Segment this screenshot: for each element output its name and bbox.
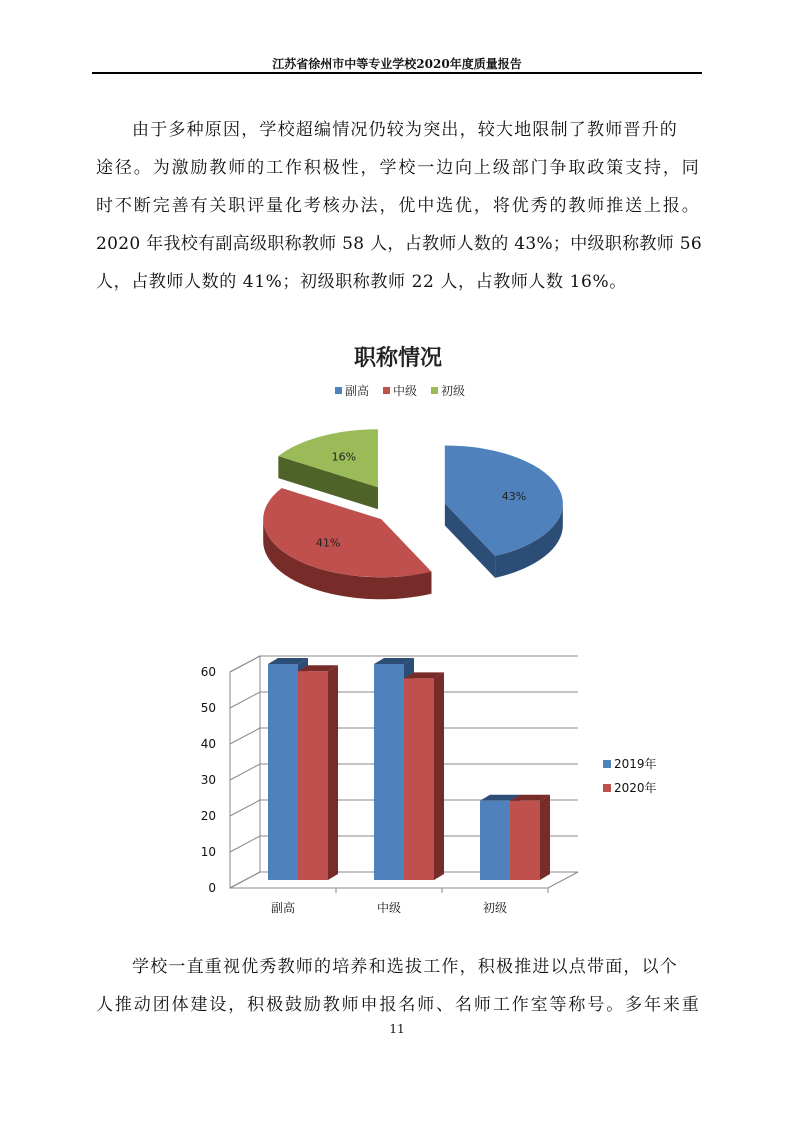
paragraph-line: 时不断完善有关职评量化考核办法，优中选优，将优秀的教师推送上报。 <box>96 196 700 216</box>
legend-label: 初级 <box>441 384 466 398</box>
bar-side <box>328 665 338 880</box>
x-tick-label: 初级 <box>482 901 508 915</box>
legend-swatch <box>335 387 342 394</box>
pie-data-label: 16% <box>331 450 357 464</box>
legend-label: 副高 <box>345 384 370 398</box>
bar <box>268 664 298 880</box>
page-number: 11 <box>389 1022 405 1036</box>
bar-chart <box>0 650 794 920</box>
legend-swatch <box>383 387 390 394</box>
y-tick-label: 30 <box>200 773 216 787</box>
pie-title: 职称情况 <box>353 346 443 371</box>
paragraph-line: 由于多种原因，学校超编情况仍较为突出，较大地限制了教师晋升的 <box>132 120 678 140</box>
bar-side <box>540 795 550 880</box>
bar <box>404 678 434 880</box>
pie-chart <box>0 330 794 650</box>
legend-swatch <box>603 784 611 792</box>
bar <box>374 664 404 880</box>
y-tick-label: 10 <box>200 845 216 859</box>
legend-label: 中级 <box>393 384 418 398</box>
legend-label: 2020年 <box>614 781 657 795</box>
bar-side <box>434 672 444 880</box>
legend-swatch <box>603 760 611 768</box>
header-rule <box>92 72 702 74</box>
paragraph-line: 途径。为激励教师的工作积极性，学校一边向上级部门争取政策支持，同 <box>96 158 700 178</box>
pie-data-label: 43% <box>501 489 527 503</box>
page-header: 江苏省徐州市中等专业学校2020年度质量报告 <box>272 57 522 71</box>
paragraph-line: 人推动团体建设，积极鼓励教师申报名师、名师工作室等称号。多年来重 <box>96 995 700 1015</box>
paragraph-line: 2020 年我校有副高级职称教师 58 人，占教师人数的 43%；中级职称教师 56 <box>96 234 702 254</box>
y-tick-label: 20 <box>200 809 216 823</box>
y-tick-label: 50 <box>200 701 216 715</box>
y-tick-label: 60 <box>200 665 216 679</box>
paragraph-line: 学校一直重视优秀教师的培养和选拔工作，积极推进以点带面，以个 <box>132 957 678 977</box>
x-tick-label: 中级 <box>376 901 402 915</box>
legend-label: 2019年 <box>614 757 657 771</box>
y-tick-label: 0 <box>208 881 216 895</box>
bar <box>298 671 328 880</box>
bar <box>510 801 540 880</box>
paragraph-line: 人，占教师人数的 41%；初级职称教师 22 人，占教师人数 16%。 <box>96 272 627 292</box>
y-tick-label: 40 <box>200 737 216 751</box>
x-tick-label: 副高 <box>270 901 296 915</box>
pie-data-label: 41% <box>315 536 341 550</box>
bar <box>480 801 510 880</box>
legend-swatch <box>431 387 438 394</box>
